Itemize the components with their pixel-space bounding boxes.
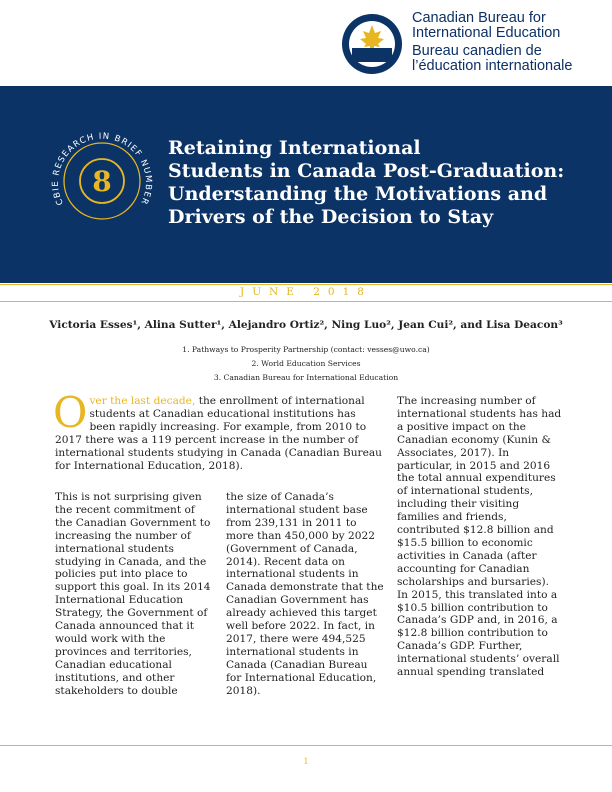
maple-leaf-icon (340, 12, 404, 76)
divider-top (0, 284, 612, 285)
page-title (168, 137, 588, 229)
org-name-en-line2: International Education (412, 25, 561, 41)
research-brief-badge (46, 125, 158, 237)
lead-in: ver the last decade, (89, 395, 196, 407)
affiliation-1: 1. Pathways to Prosperity Partnership (contact: vesses@uwo.ca) (182, 345, 430, 354)
org-name-fr-line2: l’éducation internationale (412, 58, 573, 74)
org-name-fr-line1: Bureau canadien de (412, 43, 542, 59)
body-column-2: the size of Canada’s international student base from 239,131 in 2011 to more than 450,000 by 2022 (Government of Canada, 2014). Recent data on international students in Canada demonstrate that the Canadian Government has already achieved this target well before 2022. In fact, in 2017, there were 494,525 international students in Canada (Canadian Bureau for International Education, 2018). (226, 491, 384, 697)
body-column-3: The increasing number of international students has had a positive impact on the Canadian economy (Kunin & Associates, 2017). In particular, in 2015 and 2016 the total annual expenditures of international students, including their visiting families and friends, contributed $12.8 billion and $15.5 billion to economic activities in Canada (after accounting for Canadian scholarships and bursaries). In 2015, this translated into a $10.5 billion contribution to Canada’s GDP and, in 2016, a $12.8 billion contribution to Canada’s GDP. Further, international students’ overall annual spending translated (397, 395, 562, 679)
affiliation-3: 3. Canadian Bureau for International Education (213, 373, 399, 382)
intro-text: the enrollment of international students at Canadian educational institutions has been rapidly increasing. For example, from 2010 to 2017 there was a 119 percent increase in the number of international students studying in Canada (Canadian Bureau for International Education, 2018). (55, 395, 383, 472)
affiliation-2: 2. World Education Services (251, 359, 361, 368)
org-name-en-line1: Canadian Bureau for (412, 10, 546, 26)
badge-text-path: CBIE RESEARCH IN BRIEF NUMBER (50, 131, 154, 207)
divider-date (0, 301, 612, 302)
title-line-4: Drivers of the Decision to Stay (168, 206, 494, 228)
org-name-fr (412, 44, 572, 74)
page-number: 1 (303, 757, 309, 766)
divider-bottom (0, 745, 612, 746)
title-line-1: Retaining International (168, 137, 421, 159)
publication-date: JUNE 2018 (240, 286, 372, 298)
intro-paragraph (53, 388, 385, 472)
org-name-en (412, 11, 560, 41)
body-column-1: This is not surprising given the recent commitment of the Canadian Government to increasing the number of international students studying in Canada, and the policies put into place to support this goal. In its 2014 International Education Strategy, the Government of Canada announced that it would work with the provinces and territories, Canadian educational institutions, and other stakeholders to double (55, 491, 211, 697)
title-line-2: Students in Canada Post-Graduation: (168, 160, 565, 182)
drop-cap: O (53, 388, 88, 437)
author-list: Victoria Esses¹, Alina Sutter¹, Alejandro Ortiz², Ning Luo², Jean Cui², and Lisa Deacon³ (49, 319, 563, 331)
badge-number: 8 (92, 165, 112, 198)
title-line-3: Understanding the Motivations and (168, 183, 548, 205)
